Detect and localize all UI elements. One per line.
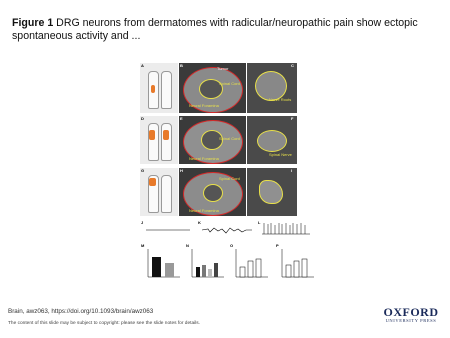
- label-spinal-cord: Spinal Cord: [219, 81, 240, 86]
- pain-area-marker: [163, 130, 169, 140]
- mri-panel-h: [179, 168, 246, 216]
- panel-letter-b: B: [180, 63, 183, 68]
- panel-letter-d: D: [141, 116, 144, 121]
- slide-title: [12, 17, 442, 42]
- panel-letter-m: M: [141, 243, 145, 248]
- figure-caption: DRG neurons from dermatomes with radicular/neuropathic pain show ectopic spontaneous activity and ...: [12, 17, 418, 42]
- summary-plots: [140, 243, 318, 289]
- label-neural-foramina: Neural Foramina: [189, 156, 219, 161]
- recording-traces: [140, 220, 318, 240]
- figure-number: Figure 1: [12, 17, 54, 29]
- citation: Brain, awz063, https://doi.org/10.1093/brain/awz063: [8, 308, 154, 315]
- pain-area-marker: [149, 178, 156, 186]
- trace-plots: [140, 220, 318, 240]
- body-map-panel-g: [140, 168, 178, 216]
- panel-letter-h: H: [180, 168, 183, 173]
- pain-area-marker: [151, 85, 155, 93]
- panel-letter-j: J: [141, 220, 144, 225]
- body-map-panel-a: [140, 63, 178, 113]
- mri-panel-e: [179, 116, 246, 164]
- publisher-logo: [380, 306, 442, 324]
- mri-panel-i: [247, 168, 297, 216]
- panel-letter-o: O: [230, 243, 234, 248]
- mri-panel-b: [179, 63, 246, 113]
- label-nerve-roots: Nerve Roots: [269, 97, 292, 102]
- panel-letter-f: F: [291, 116, 294, 121]
- label-neural-foramina: Neural Foramina: [189, 208, 219, 213]
- label-spinal-cord: Spinal Cord: [219, 176, 240, 181]
- panel-letter-p: P: [276, 243, 279, 248]
- spinal-highlight: [203, 184, 223, 202]
- bar-plots: [140, 243, 318, 289]
- label-tumor: Tumor: [217, 66, 229, 71]
- copyright-note: The content of this slide may be subject to copyright: please see the slide notes for details.: [8, 321, 200, 326]
- logo-line-2: UNIVERSITY PRESS: [385, 318, 437, 323]
- panel-letter-g: G: [141, 168, 145, 173]
- panel-letter-a: A: [141, 63, 144, 68]
- mri-panel-c: [247, 63, 297, 113]
- label-neural-foramina: Neural Foramina: [189, 103, 219, 108]
- logo-line-1: OXFORD: [383, 305, 439, 319]
- spinal-nerve-highlight: [257, 130, 287, 152]
- mri-panel-f: [247, 116, 297, 164]
- panel-letter-e: E: [180, 116, 183, 121]
- pain-area-marker: [149, 130, 155, 140]
- panel-letter-n: N: [186, 243, 189, 248]
- figure-image: [140, 63, 318, 291]
- label-spinal-nerve: Spinal Nerve: [269, 152, 292, 157]
- panel-letter-k: K: [198, 220, 201, 225]
- ganglion-highlight: [259, 180, 283, 204]
- label-spinal-cord: Spinal Cord: [219, 136, 240, 141]
- panel-letter-c: C: [291, 63, 294, 68]
- panel-letter-i: I: [291, 168, 293, 173]
- body-map-panel-d: [140, 116, 178, 164]
- panel-letter-l: L: [258, 220, 261, 225]
